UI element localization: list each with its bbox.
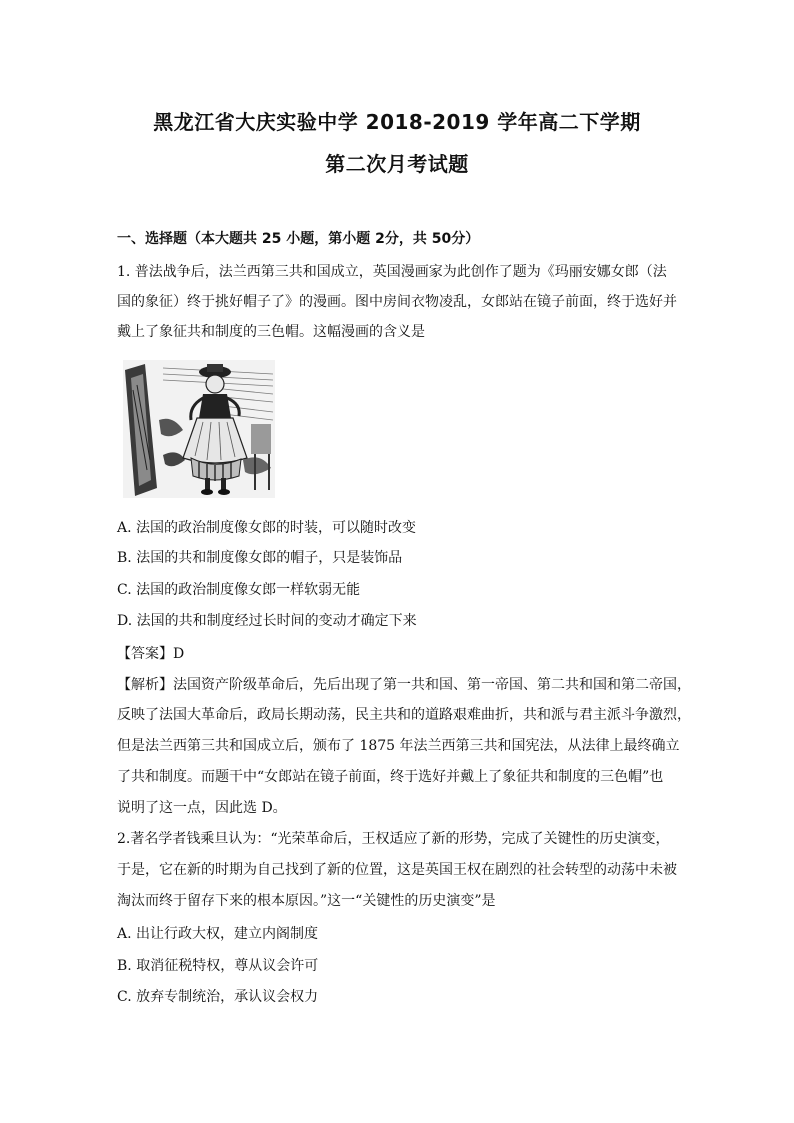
question-1-analysis-line-5: 说明了这一点，因此选 D。 — [117, 800, 287, 816]
question-2-option-a: A. 出让行政大权，建立内阁制度 — [117, 926, 319, 942]
question-2-line-2: 于是，它在新的时期为自己找到了新的位置，这是英国王权在剧烈的社会转型的动荡中未被 — [117, 862, 677, 878]
exam-subtitle: 第二次月考试题 — [325, 152, 469, 176]
question-1-analysis-line-4: 了共和制度。而题干中“女郎站在镜子前面，终于选好并戴上了象征共和制度的三色帽”也 — [117, 769, 664, 785]
question-2-option-b: B. 取消征税特权，尊从议会许可 — [117, 958, 319, 974]
question-1-option-d: D. 法国的共和制度经过长时间的变动才确定下来 — [117, 613, 417, 629]
question-1-analysis-line-1: 【解析】法国资产阶级革命后，先后出现了第一共和国、第一帝国、第二共和国和第二帝国， — [117, 677, 691, 693]
question-1-analysis-line-3: 但是法兰西第三共和国成立后，颁布了 1875 年法兰西第三共和国宪法，从法律上最终确立 — [117, 738, 680, 754]
question-1-line-1: 1. 普法战争后，法兰西第三共和国成立，英国漫画家为此创作了题为《玛丽安娜女郎（法 — [117, 264, 667, 280]
question-1-option-a: A. 法国的政治制度像女郎的时装，可以随时改变 — [117, 520, 417, 536]
question-2-line-3: 淘汰而终于留存下来的根本原因。”这一“关键性的历史演变”是 — [117, 893, 496, 909]
question-1-option-c: C. 法国的政治制度像女郎一样软弱无能 — [117, 582, 361, 598]
exam-title: 黑龙江省大庆实验中学 2018-2019 学年高二下学期 — [153, 110, 641, 134]
cartoon-illustration — [123, 360, 275, 498]
question-2-line-1: 2.著名学者钱乘旦认为：“光荣革命后，王权适应了新的形势，完成了关键性的历史演变， — [117, 831, 670, 847]
question-1-analysis-line-2: 反映了法国大革命后，政局长期动荡，民主共和的道路艰难曲折，共和派与君主派斗争激烈， — [117, 707, 691, 723]
section-heading: 一、选择题（本大题共 25 小题，第小题 2分，共 50分） — [117, 231, 480, 247]
question-1-answer: 【答案】D — [117, 646, 185, 662]
question-2-option-c: C. 放弃专制统治，承认议会权力 — [117, 989, 319, 1005]
question-1-line-2: 国的象征）终于挑好帽子了》的漫画。图中房间衣物凌乱，女郎站在镜子前面，终于选好并 — [117, 294, 677, 310]
question-1-option-b: B. 法国的共和制度像女郎的帽子，只是装饰品 — [117, 550, 403, 566]
question-1-line-3: 戴上了象征共和制度的三色帽。这幅漫画的含义是 — [117, 324, 425, 340]
